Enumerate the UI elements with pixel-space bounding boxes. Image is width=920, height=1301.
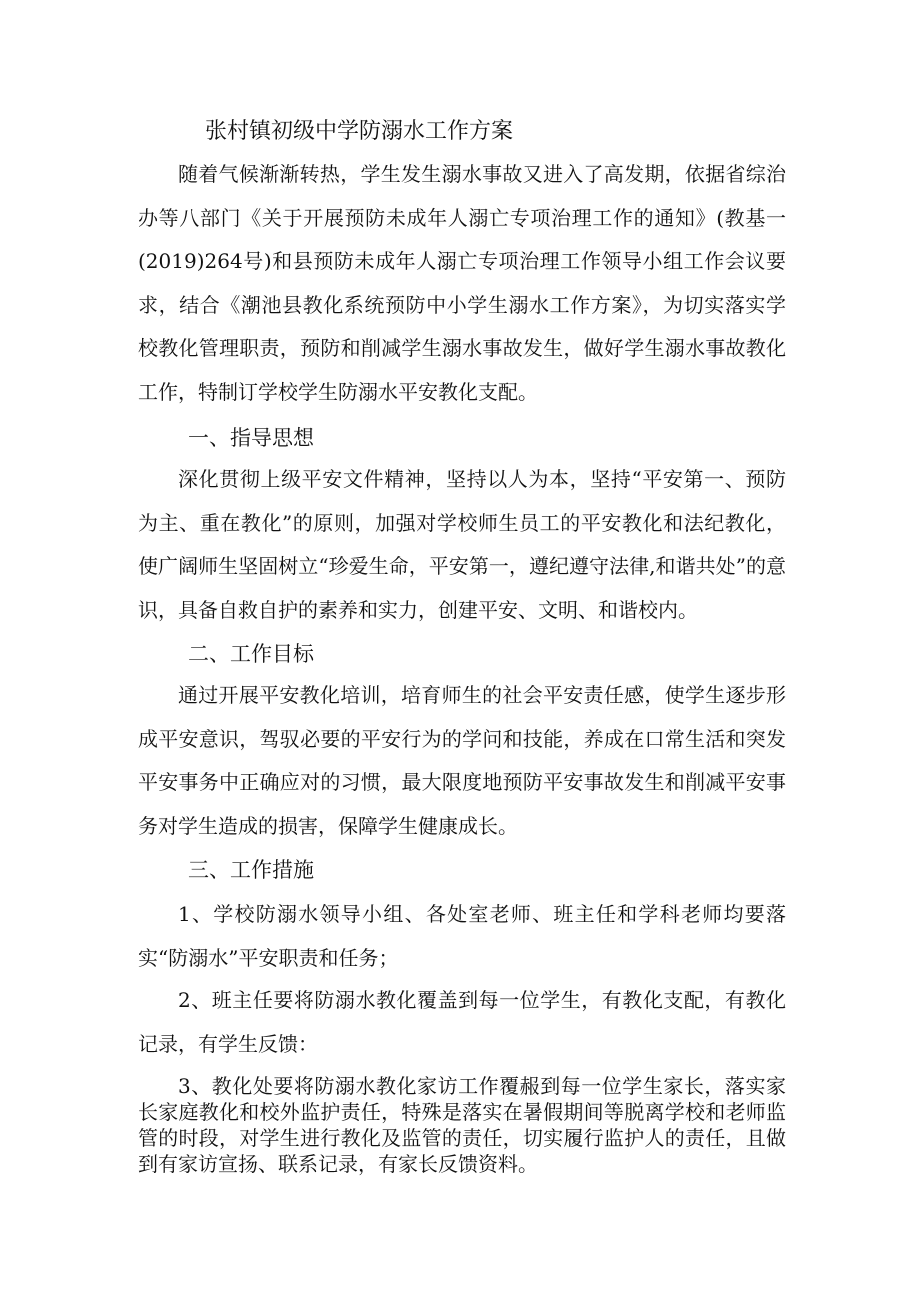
section-body-work-goals: 通过开展平安教化培训，培育师生的社会平安责任感，使学生逐步形成平安意识，驾驭必要的平安行为的学问和技能，养成在口常生活和突发平安事务中正确应对的习惯，最大限度地预防平安事故发生和削减平安事务对学生造成的损害，保障学生健康成长。 bbox=[138, 683, 786, 838]
measure-item-1: 1、学校防溺水领导小组、各处室老师、班主任和学科老师均要落实“防溺水”平安职责和任务； bbox=[138, 902, 786, 970]
document-title: 张村镇初级中学防溺水工作方案 bbox=[205, 119, 514, 144]
intro-paragraph: 随着气候渐渐转热，学生发生溺水事故又进入了高发期，依据省综治办等八部门《关于开展预防未成年人溺亡专项治理工作的通知》(教基一(2019)264号)和县预防未成年人溺亡专项治理工作领导小组工作会议要求，结合《潮池县教化系统预防中小学生溺水工作方案》，为切实落实学校教化管理职责，预防和削减学生溺水事故发生，做好学生溺水事故教化工作，特制订学校学生防溺水平安教化支配。 bbox=[138, 162, 786, 404]
measure-item-3: 3、教化处要将防溺水教化家访工作覆赧到每一位学生家长，落实家长家庭教化和校外监护责任，特殊是落实在暑假期间等脱离学校和老师监管的时段，对学生进行教化及监管的责任，切实履行监护人的责任，且做到有家访宣扬、联系记录，有家长反馈资料。 bbox=[138, 1074, 786, 1176]
measure-item-2: 2、班主任要将防溺水教化覆盖到每一位学生，有教化支配，有教化记录，有学生反馈： bbox=[138, 988, 786, 1056]
section-heading-work-goals: 二、工作目标 bbox=[188, 642, 314, 666]
section-heading-guiding-thought: 一、指导思想 bbox=[188, 426, 314, 450]
section-heading-work-measures: 三、工作措施 bbox=[188, 858, 314, 882]
section-body-guiding-thought: 深化贯彻上级平安文件精神，坚持以人为本，坚持“平安第一、预防为主、重在教化”的原则，加强对学校师生员工的平安教化和法纪教化，使广阔师生坚固树立“珍爱生命，平安第一，遵纪遵守法律,和谐共处”的意识，具备自救自护的素养和实力，创建平安、文明、和谐校内。 bbox=[138, 467, 786, 622]
